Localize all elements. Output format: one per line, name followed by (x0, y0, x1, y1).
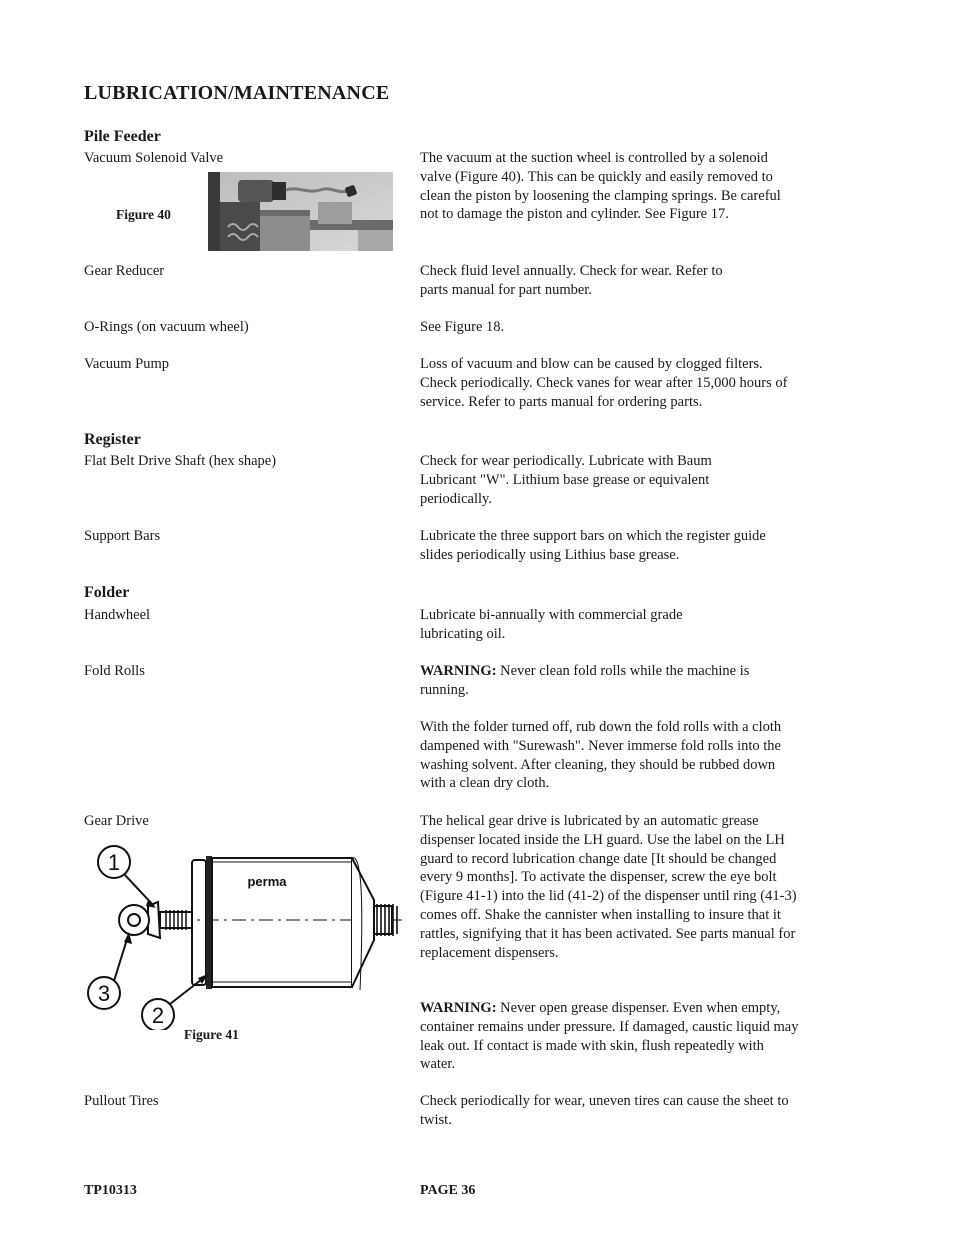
text-pullout-tires: Check periodically for wear, uneven tires can cause the sheet to twist. (420, 1093, 789, 1128)
section-heading-pile-feeder: Pile Feeder (84, 128, 161, 145)
text-fold-rolls-warning (420, 662, 800, 700)
text-gear-drive-warning (420, 999, 800, 1074)
label-pullout-tires: Pullout Tires (84, 1093, 159, 1109)
label-vacuum-solenoid-valve: Vacuum Solenoid Valve (84, 150, 224, 166)
callout-1: 1 (107, 850, 121, 875)
label-gear-drive: Gear Drive (84, 813, 149, 829)
figure-40-caption: Figure 40 (116, 207, 171, 222)
text-handwheel: Lubricate bi-annually with commercial grade lubricating oil. (420, 607, 683, 642)
figure-40-photo (208, 172, 393, 251)
label-o-rings: O-Rings (on vacuum wheel) (84, 319, 249, 335)
warning-text: Never clean fold rolls while the machine is running. (420, 663, 750, 698)
text-gear-reducer: Check fluid level annually. Check for wear. Refer to parts manual for part number. (420, 263, 723, 298)
callout-3: 3 (97, 981, 111, 1006)
label-vacuum-pump: Vacuum Pump (84, 356, 169, 372)
text-flat-belt-drive-shaft: Check for wear periodically. Lubricate with Baum Lubricant "W". Lithium base grease or equivalent periodically. (420, 453, 712, 507)
figure-41-diagram (84, 840, 414, 1030)
label-fold-rolls: Fold Rolls (84, 663, 145, 679)
callout-2: 2 (151, 1003, 165, 1028)
text-o-rings: See Figure 18. (420, 319, 505, 335)
figure-41-caption: Figure 41 (184, 1027, 239, 1042)
warning-text: Never open grease dispenser. Even when empty, container remains under pressure. If damaged, caustic liquid may leak out. If contact is made with skin, flush repeatedly with water. (420, 1000, 799, 1073)
text-support-bars: Lubricate the three support bars on which the register guide slides periodically using Lithius base grease. (420, 528, 766, 563)
label-gear-reducer: Gear Reducer (84, 263, 165, 279)
page-title: LUBRICATION/MAINTENANCE (84, 82, 390, 104)
section-heading-register: Register (84, 431, 141, 448)
label-flat-belt-drive-shaft: Flat Belt Drive Shaft (hex shape) (84, 453, 277, 469)
label-handwheel: Handwheel (84, 607, 151, 623)
text-vacuum-solenoid-valve: The vacuum at the suction wheel is controlled by a solenoid valve (Figure 40). This can be quickly and easily removed to clean the piston by loosening the clamping springs. Be careful not to damage the piston and cylinder. See Figure 17. (420, 150, 781, 223)
figure-41-brand-label: perma (247, 874, 287, 889)
footer-doc-id: TP10313 (84, 1183, 137, 1198)
warning-label: WARNING: (420, 1000, 497, 1016)
text-fold-rolls: With the folder turned off, rub down the fold rolls with a cloth dampened with "Surewash". Never immerse fold rolls into the washing solvent. After cleaning, they should be rubbed down with a clean dry cloth. (420, 719, 782, 792)
warning-label: WARNING: (420, 663, 497, 679)
label-support-bars: Support Bars (84, 528, 161, 544)
text-gear-drive: The helical gear drive is lubricated by an automatic grease dispenser located inside the LH guard. Use the label on the LH guard to record lubrication change date [It should be changed every 9 months]. To activate the dispenser, screw the eye bolt (Figure 41-1) into the lid (41-2) of the dispenser until ring (41-3) comes off. Shake the cannister when installing to insure that it rattles, signifying that it has been activated. See parts manual for replacement dispensers. (420, 813, 797, 961)
footer-page-number: PAGE 36 (420, 1183, 476, 1198)
text-vacuum-pump: Loss of vacuum and blow can be caused by clogged filters. Check periodically. Check vanes for wear after 15,000 hours of service. Refer to parts manual for ordering parts. (420, 356, 788, 410)
section-heading-folder: Folder (84, 584, 130, 601)
